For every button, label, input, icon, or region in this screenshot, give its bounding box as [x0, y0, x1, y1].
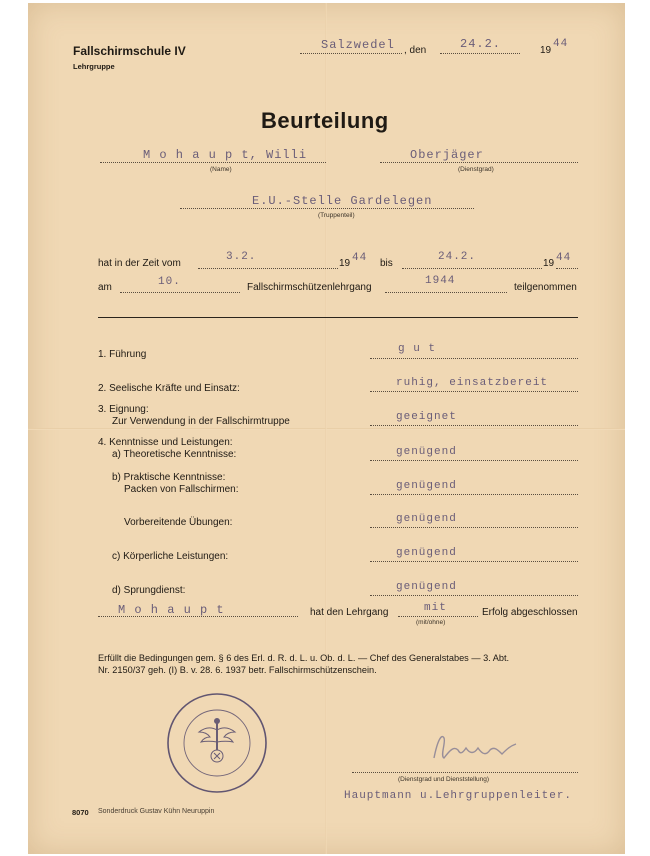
- eignung-label: 3. Eignung:: [98, 404, 149, 415]
- packen-value: genügend: [396, 480, 457, 492]
- seelische-label: 2. Seelische Kräfte und Einsatz:: [98, 383, 240, 394]
- sprungdienst-label: d) Sprungdienst:: [112, 585, 186, 596]
- signature-line: [352, 772, 578, 773]
- packen-label: Packen von Fallschirmen:: [124, 484, 239, 495]
- koerperliche-line: [370, 561, 578, 562]
- person-rank: Oberjäger: [410, 148, 484, 162]
- official-stamp: [166, 692, 268, 794]
- koerperliche-value: genügend: [396, 547, 457, 559]
- conditions-line1: Erfüllt die Bedingungen gem. § 6 des Erl. d. R. d. L. u. Ob. d. L. — Chef des Generalstabes — 3. Abt.: [98, 653, 510, 663]
- document-title: Beurteilung: [261, 108, 389, 133]
- period-intro: hat in der Zeit vom: [98, 258, 181, 269]
- seelische-line: [370, 391, 578, 392]
- header-date: 24.2.: [460, 37, 502, 51]
- vorbereitende-value: genügend: [396, 513, 457, 525]
- period-from-line: [198, 268, 338, 269]
- school-group: Lehrgruppe: [73, 62, 115, 71]
- school-name: Fallschirmschule IV: [73, 44, 186, 58]
- period-bis: bis: [380, 258, 393, 269]
- period-to-year-prefix: 19: [543, 258, 555, 269]
- vorbereitende-label: Vorbereitende Übungen:: [124, 517, 233, 528]
- praktische-label: b) Praktische Kenntnisse:: [112, 472, 226, 483]
- header-den: , den: [404, 45, 427, 56]
- signature-caption: (Dienstgrad und Dienststellung): [398, 776, 490, 783]
- packen-line: [370, 494, 578, 495]
- theoretische-line: [370, 460, 578, 461]
- footer-printer: Sonderdruck Gustav Kühn Neuruppin: [98, 808, 215, 815]
- period-to-year-line: [556, 268, 578, 269]
- person-unit: E.U.-Stelle Gardelegen: [252, 194, 433, 208]
- period-from-year-prefix: 19: [339, 258, 351, 269]
- footer-code: 8070: [72, 808, 89, 817]
- signature-scribble-icon: [428, 728, 520, 768]
- stamp-seal-icon: [166, 692, 268, 794]
- period-course-year-line: [385, 292, 507, 293]
- header-year-suffix: 44: [553, 38, 569, 50]
- eignung-sub: Zur Verwendung in der Fallschirmtruppe: [112, 416, 290, 427]
- person-name-caption: (Name): [210, 166, 232, 173]
- result-text2: Erfolg abgeschlossen: [482, 607, 578, 618]
- period-to: 24.2.: [438, 251, 477, 263]
- person-rank-caption: (Dienstgrad): [458, 166, 494, 173]
- period-course-label: Fallschirmschützenlehrgang: [247, 282, 372, 293]
- fuehrung-line: [370, 358, 578, 359]
- person-name-line: [100, 162, 326, 163]
- result-value: mit: [424, 602, 447, 614]
- signature-rank: Hauptmann u.Lehrgruppenleiter.: [344, 790, 573, 802]
- person-name: M o h a u p t, Willi: [143, 148, 308, 162]
- period-course-line: [120, 292, 240, 293]
- section-divider: [98, 317, 578, 318]
- period-to-line: [402, 268, 542, 269]
- seelische-value: ruhig, einsatzbereit: [396, 377, 549, 389]
- header-place-line: [300, 53, 402, 54]
- kenntnisse-label: 4. Kenntnisse und Leistungen:: [98, 437, 233, 448]
- period-to-year-suffix: 44: [556, 252, 572, 264]
- eignung-value: geeignet: [396, 411, 457, 423]
- conditions-line2: Nr. 2150/37 geh. (I) B. v. 28. 6. 1937 betr. Fallschirmschützenschein.: [98, 665, 377, 675]
- period-from: 3.2.: [226, 251, 257, 263]
- person-rank-line: [380, 162, 578, 163]
- period-from-year-suffix: 44: [352, 252, 368, 264]
- person-unit-line: [180, 208, 474, 209]
- theoretische-value: genügend: [396, 446, 457, 458]
- period-am: am: [98, 282, 112, 293]
- header-place: Salzwedel: [321, 38, 395, 52]
- result-name: M o h a u p t: [118, 603, 225, 617]
- result-text1: hat den Lehrgang: [310, 607, 389, 618]
- sprungdienst-value: genügend: [396, 581, 457, 593]
- result-caption: (mit/ohne): [416, 619, 446, 626]
- sprungdienst-line: [370, 595, 578, 596]
- period-course-year: 1944: [425, 275, 456, 287]
- period-teilgenommen: teilgenommen: [514, 282, 577, 293]
- fuehrung-value: g u t: [398, 343, 437, 355]
- theoretische-label: a) Theoretische Kenntnisse:: [112, 449, 237, 460]
- koerperliche-label: c) Körperliche Leistungen:: [112, 551, 229, 562]
- person-unit-caption: (Truppenteil): [318, 212, 355, 219]
- fuehrung-label: 1. Führung: [98, 349, 147, 360]
- header-year-prefix: 19: [540, 45, 552, 56]
- result-value-line: [398, 616, 478, 617]
- result-name-line: [98, 616, 298, 617]
- header-date-line: [440, 53, 520, 54]
- vorbereitende-line: [370, 527, 578, 528]
- period-course-no: 10.: [158, 276, 181, 288]
- signature: [428, 728, 520, 768]
- eignung-line: [370, 425, 578, 426]
